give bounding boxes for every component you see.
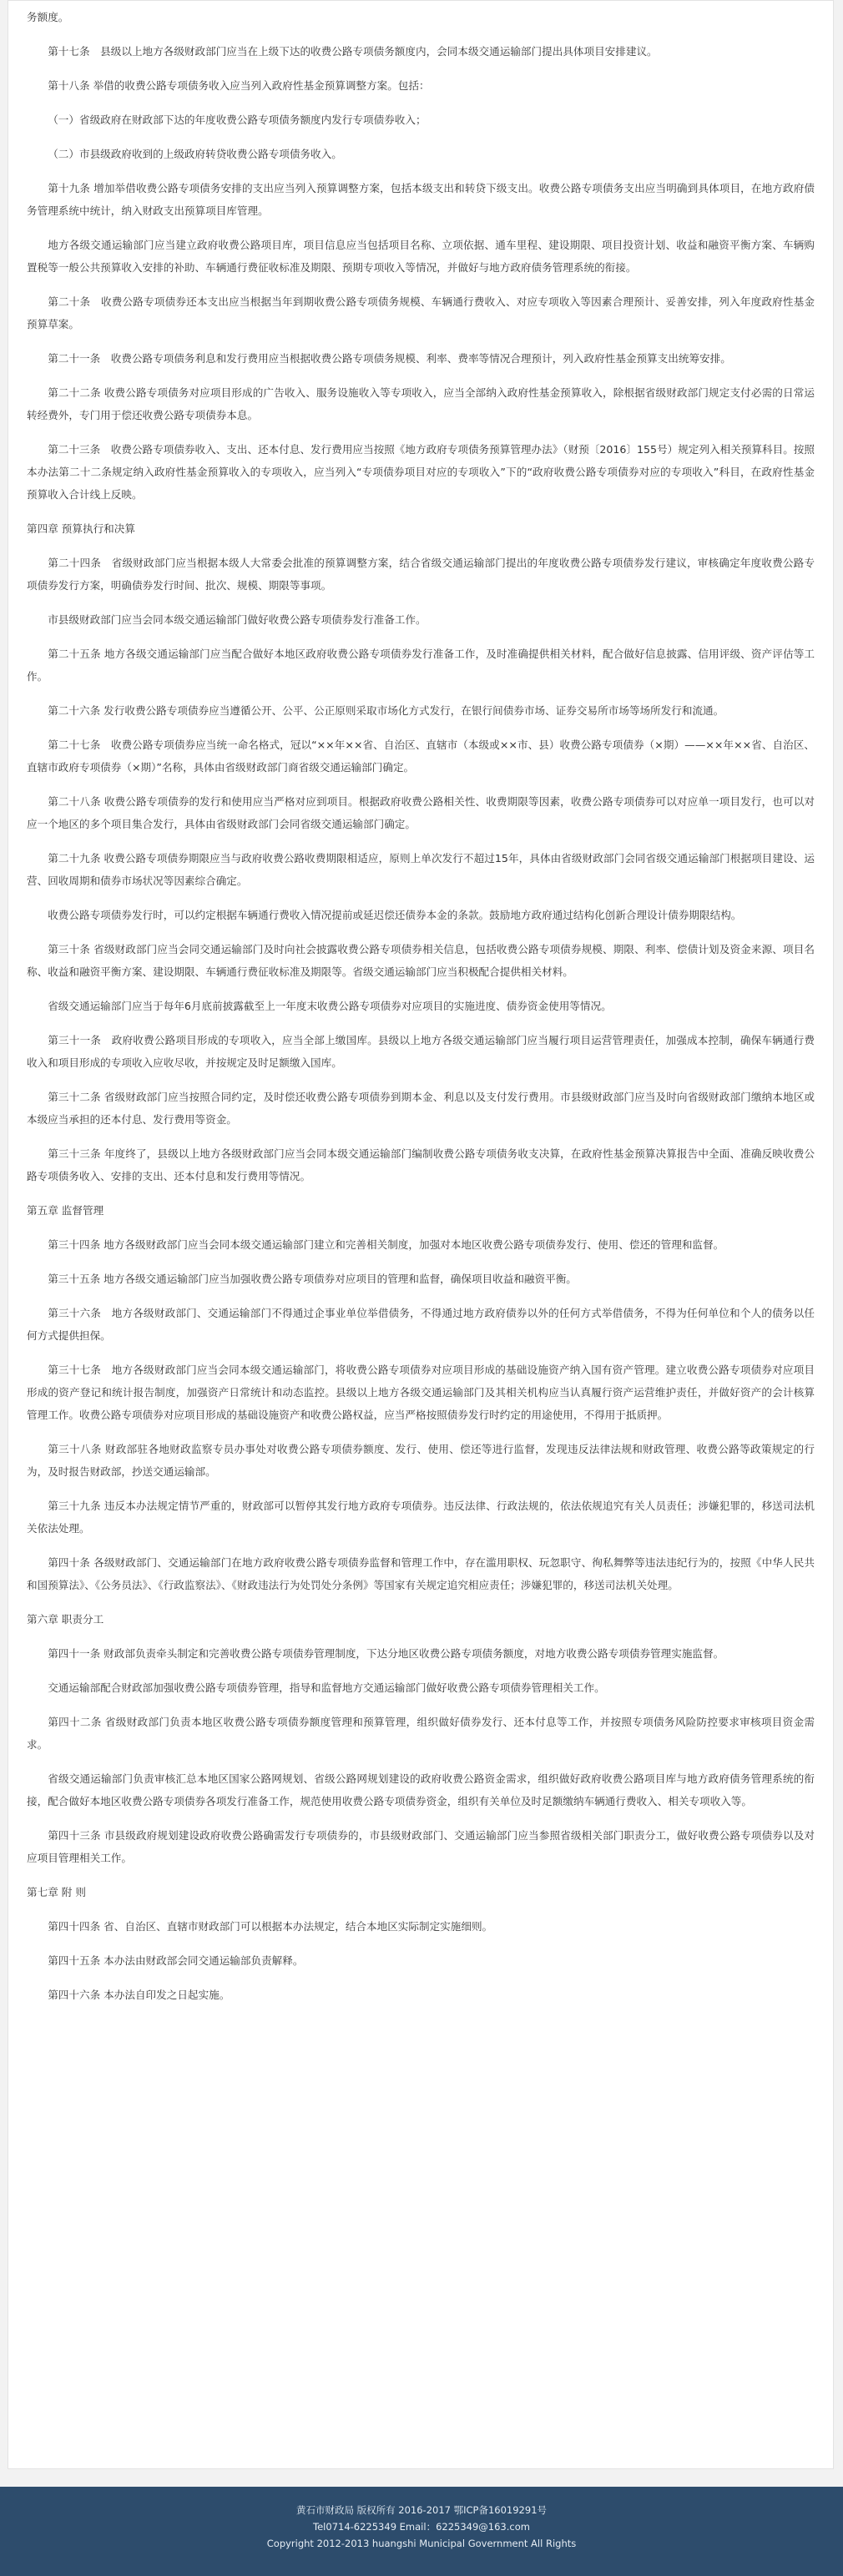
chapter-heading: 第七章 附 则: [27, 1886, 86, 1898]
article-paragraph: 第二十一条 收费公路专项债务利息和发行费用应当根据收费公路专项债务规模、利率、费率等情况合理预计，列入政府性基金预算支出统筹安排。: [48, 352, 731, 365]
chapter-heading: 第五章 监督管理: [27, 1204, 104, 1217]
article-paragraph: 收费公路专项债券发行时，可以约定根据车辆通行费收入情况提前或延迟偿还债券本金的条款。鼓励地方政府通过结构化创新合理设计债券期限结构。: [48, 909, 742, 921]
article-paragraph: 第三十二条 省级财政部门应当按照合同约定，及时偿还收费公路专项债券到期本金、利息以及支付发行费用。市县级财政部门应当及时向省级财政部门缴纳本地区或本级应当承担的还本付息、发行费用等资金。: [27, 1091, 815, 1126]
chapter-heading: 第四章 预算执行和决算: [27, 522, 135, 535]
footer-copyright-en: Copyright 2012-2013 huangshi Municipal Government All Rights: [266, 2538, 577, 2549]
article-paragraph: （二）市县级政府收到的上级政府转贷收费公路专项债务收入。: [48, 148, 342, 160]
article-paragraph: 第三十条 省级财政部门应当会同交通运输部门及时向社会披露收费公路专项债券相关信息，包括收费公路专项债券规模、期限、利率、偿债计划及资金来源、项目名称、收益和融资平衡方案、建设期限、车辆通行费征收标准及期限等。省级交通运输部门应当积极配合提供相关材料。: [27, 943, 815, 978]
article-paragraph: 第二十九条 收费公路专项债券期限应当与政府收费公路收费期限相适应，原则上单次发行不超过15年，具体由省级财政部门会同省级交通运输部门根据项目建设、运营、回收周期和债券市场状况等因素综合确定。: [27, 852, 815, 887]
article-paragraph: 第二十八条 收费公路专项债券的发行和使用应当严格对应到项目。根据政府收费公路相关性、收费期限等因素，收费公路专项债券可以对应单一项目发行，也可以对应一个地区的多个项目集合发行，具体由省级财政部门会同省级交通运输部门确定。: [27, 795, 815, 830]
article-paragraph: 第四十二条 省级财政部门负责本地区收费公路专项债券额度管理和预算管理，组织做好债券发行、还本付息等工作，并按照专项债务风险防控要求审核项目资金需求。: [27, 1716, 815, 1751]
article-paragraph: 第三十八条 财政部驻各地财政监察专员办事处对收费公路专项债券额度、发行、使用、偿还等进行监督，发现违反法律法规和财政管理、收费公路等政策规定的行为，及时报告财政部，抄送交通运输部。: [27, 1443, 815, 1478]
article-paragraph: 地方各级交通运输部门应当建立政府收费公路项目库，项目信息应当包括项目名称、立项依据、通车里程、建设期限、项目投资计划、收益和融资平衡方案、车辆购置税等一般公共预算收入安排的补助、车辆通行费征收标准及期限、预期专项收入等情况，并做好与地方政府债务管理系统的衔接。: [27, 239, 815, 274]
article-paragraph: 第四十条 各级财政部门、交通运输部门在地方政府收费公路专项债券监督和管理工作中，存在滥用职权、玩忽职守、徇私舞弊等违法违纪行为的，按照《中华人民共和国预算法》、《公务员法》、《行政监察法》、《财政违法行为处罚处分条例》等国家有关规定追究相应责任；涉嫌犯罪的，移送司法机关处理。: [27, 1556, 815, 1591]
article-paragraph: 省级交通运输部门应当于每年6月底前披露截至上一年度末收费公路专项债券对应项目的实施进度、债券资金使用等情况。: [48, 1000, 612, 1012]
article-content: [8, 0, 834, 2469]
article-paragraph: 第三十一条 政府收费公路项目形成的专项收入，应当全部上缴国库。县级以上地方各级交通运输部门应当履行项目运营管理责任，加强成本控制，确保车辆通行费收入和项目形成的专项收入应收尽收，并按规定及时足额缴入国库。: [27, 1034, 815, 1069]
article-paragraph: 第三十六条 地方各级财政部门、交通运输部门不得通过企事业单位举借债务，不得通过地方政府债券以外的任何方式举借债务，不得为任何单位和个人的债务以任何方式提供担保。: [27, 1307, 815, 1342]
site-footer: [0, 2487, 843, 2576]
article-paragraph: 第三十七条 地方各级财政部门应当会同本级交通运输部门，将收费公路专项债券对应项目形成的基础设施资产纳入国有资产管理。建立收费公路专项债券对应项目形成的资产登记和统计报告制度，加强资产日常统计和动态监控。县级以上地方各级交通运输部门及其相关机构应当认真履行资产运营维护责任，并做好资产的会计核算管理工作。收费公路专项债券对应项目形成的基础设施资产和收费公路权益，应当严格按照债券发行时约定的用途使用，不得用于抵质押。: [27, 1364, 815, 1421]
article-paragraph: 第四十五条 本办法由财政部会同交通运输部负责解释。: [48, 1954, 304, 1967]
article-paragraph: 第三十四条 地方各级财政部门应当会同本级交通运输部门建立和完善相关制度，加强对本地区收费公路专项债券发行、使用、偿还的管理和监督。: [48, 1238, 724, 1251]
article-paragraph: 第二十七条 收费公路专项债券应当统一命名格式，冠以“××年××省、自治区、直辖市（本级或××市、县）收费公路专项债券（×期）——××年××省、自治区、直辖市政府专项债券（×期）”名称，具体由省级财政部门商省级交通运输部门确定。: [27, 739, 815, 774]
chapter-heading: 第六章 职责分工: [27, 1613, 104, 1626]
footer-copyright: 黄石市财政局 版权所有 2016-2017 鄂ICP备16019291号: [295, 2504, 548, 2516]
article-paragraph: 务额度。: [27, 11, 69, 23]
article-paragraph: 第二十六条 发行收费公路专项债券应当遵循公开、公平、公正原则采取市场化方式发行，在银行间债券市场、证券交易所市场等场所发行和流通。: [48, 704, 724, 717]
article-paragraph: 第三十九条 违反本办法规定情节严重的，财政部可以暂停其发行地方政府专项债券。违反法律、行政法规的，依法依规追究有关人员责任；涉嫌犯罪的，移送司法机关依法处理。: [27, 1500, 815, 1535]
article-paragraph: 第四十六条 本办法自印发之日起实施。: [48, 1989, 230, 2001]
article-paragraph: 第四十一条 财政部负责牵头制定和完善收费公路专项债券管理制度，下达分地区收费公路专项债务额度，对地方收费公路专项债券管理实施监督。: [48, 1647, 724, 1660]
article-paragraph: （一）省级政府在财政部下达的年度收费公路专项债务额度内发行专项债券收入；: [48, 113, 427, 126]
article-paragraph: 市县级财政部门应当会同本级交通运输部门做好收费公路专项债券发行准备工作。: [48, 613, 427, 626]
article-paragraph: 第十九条 增加举借收费公路专项债务安排的支出应当列入预算调整方案，包括本级支出和转贷下级支出。收费公路专项债务支出应当明确到具体项目，在地方政府债务管理系统中统计，纳入财政支出预算项目库管理。: [27, 182, 815, 217]
article-paragraph: 第三十三条 年度终了，县级以上地方各级财政部门应当会同本级交通运输部门编制收费公路专项债务收支决算，在政府性基金预算决算报告中全面、准确反映收费公路专项债务收入、安排的支出、还本付息和发行费用等情况。: [27, 1147, 815, 1182]
article-paragraph: 第十七条 县级以上地方各级财政部门应当在上级下达的收费公路专项债务额度内，会同本级交通运输部门提出具体项目安排建议。: [48, 45, 658, 58]
article-paragraph: 省级交通运输部门负责审核汇总本地区国家公路网规划、省级公路网规划建设的政府收费公路资金需求，组织做好政府收费公路项目库与地方政府债务管理系统的衔接，配合做好本地区收费公路专项债券各项发行准备工作，规范使用收费公路专项债券资金，组织有关单位及时足额缴纳车辆通行费收入、相关专项收入等。: [27, 1772, 815, 1807]
article-paragraph: 第四十四条 省、自治区、直辖市财政部门可以根据本办法规定，结合本地区实际制定实施细则。: [48, 1920, 493, 1933]
footer-contact: Tel0714-6225349 Email：6225349@163.com: [313, 2521, 530, 2533]
article-paragraph: 第二十二条 收费公路专项债务对应项目形成的广告收入、服务设施收入等专项收入，应当全部纳入政府性基金预算收入，除根据省级财政部门规定支付必需的日常运转经费外，专门用于偿还收费公路专项债券本息。: [27, 386, 815, 421]
article-paragraph: 第二十五条 地方各级交通运输部门应当配合做好本地区政府收费公路专项债券发行准备工作，及时准确提供相关材料，配合做好信息披露、信用评级、资产评估等工作。: [27, 648, 815, 683]
article-paragraph: 第二十条 收费公路专项债券还本支出应当根据当年到期收费公路专项债务规模、车辆通行费收入、对应专项收入等因素合理预计、妥善安排，列入年度政府性基金预算草案。: [27, 295, 815, 330]
article-paragraph: 第二十四条 省级财政部门应当根据本级人大常委会批准的预算调整方案，结合省级交通运输部门提出的年度收费公路专项债券发行建议，审核确定年度收费公路专项债券发行方案，明确债券发行时间、批次、规模、期限等事项。: [27, 557, 815, 592]
article-paragraph: 第三十五条 地方各级交通运输部门应当加强收费公路专项债券对应项目的管理和监督，确保项目收益和融资平衡。: [48, 1273, 577, 1285]
article-paragraph: 第四十三条 市县级政府规划建设政府收费公路确需发行专项债券的，市县级财政部门、交通运输部门应当参照省级相关部门职责分工，做好收费公路专项债券以及对应项目管理相关工作。: [27, 1829, 815, 1864]
article-paragraph: 交通运输部配合财政部加强收费公路专项债券管理，指导和监督地方交通运输部门做好收费公路专项债券管理相关工作。: [48, 1681, 605, 1694]
article-paragraph: 第十八条 举借的收费公路专项债务收入应当列入政府性基金预算调整方案。包括：: [48, 79, 430, 92]
article-paragraph: 第二十三条 收费公路专项债券收入、支出、还本付息、发行费用应当按照《地方政府专项债务预算管理办法》（财预〔2016〕155号）规定列入相关预算科目。按照本办法第二十二条规定纳入政府性基金预算收入的专项收入，应当列入“专项债券项目对应的专项收入”下的“政府收费公路专项债券对应的专项收入”科目，在政府性基金预算收入合计线上反映。: [27, 443, 815, 501]
